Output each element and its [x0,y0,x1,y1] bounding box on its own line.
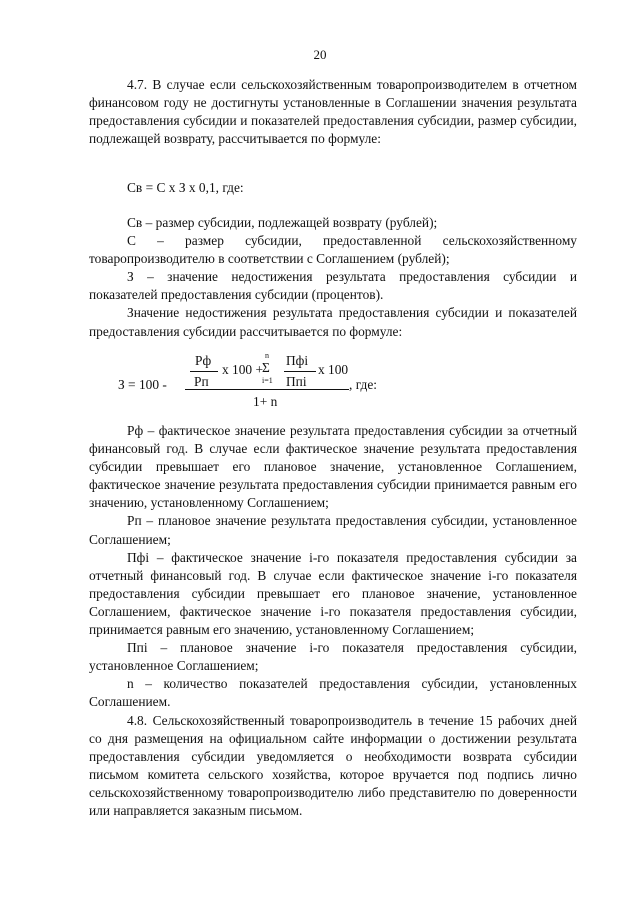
formula-ppi: Ппi [286,374,307,389]
formula-x100: х 100 [318,362,349,377]
definition-ppi: Ппi – плановое значение i-го показателя предоставления субсидии, установленное Соглашением; [89,640,577,674]
definition-c: С – размер субсидии, предоставленной сельскохозяйственному товаропроизводителю в соответствии с Соглашением (рублей); [89,233,577,267]
definition-rf: Рф – фактическое значение результата предоставления субсидии за отчетный финансовый год. В случае если фактическое значение результата предоставления субсидии превышает его плановое значение, установленное Соглашением, фактическое значение результата предоставления субсидии принимается равным его значению, установленному Соглашением; [89,423,577,511]
definition-rp: Рп – плановое значение результата предоставления субсидии, установленное Соглашением; [89,513,577,547]
formula-refund: Св = С х З х 0,1, где: [127,180,244,195]
sigma-lower-limit: i=1 [262,376,273,385]
fraction-line-pfi-ppi [284,371,316,372]
paragraph-4-8: 4.8. Сельскохозяйственный товаропроизводитель в течение 15 рабочих дней со дня размещения на официальном сайте информации о достижении результата предоставления субсидии уведомляется о необходимости возврата субсидии письмом комитета сельского хозяйства, которое вручается под подпись лично сельскохозяйственному товаропроизводителю либо представителю по доверенности или направляется заказным письмом. [89,712,577,818]
formula-gde: , где: [349,377,377,392]
definition-n: n – количество показателей предоставления субсидии, установленных Соглашением. [89,676,577,710]
sigma-symbol: Σ [262,360,270,375]
formula-rf: Рф [195,353,212,368]
definition-z: З – значение недостижения результата предоставления субсидии и показателей предоставления субсидии (процентов). [89,269,577,303]
formula-lhs: З = 100 - [118,377,167,392]
definitions-block-1 [89,214,577,341]
fraction-line-rf-rp [190,371,218,372]
formula-rp: Рп [194,374,209,389]
page-number: 20 [313,47,327,62]
formula-denominator: 1+ n [253,394,278,409]
definition-pfi: Пфi – фактическое значение i-го показателя предоставления субсидии за отчетный финансовый год. В случае если фактическое значение i-го показателя предоставления субсидии превышает его плановое значение, установленное Соглашением, фактическое значение i-го показателя предоставления субсидии, принимается равным его значению, установленному Соглашением; [89,549,577,638]
definition-sv: Св – размер субсидии, подлежащей возврату (рублей); [127,215,438,230]
main-fraction-line [185,389,349,390]
sigma-upper-limit: n [265,351,269,360]
paragraph-znachenie: Значение недостижения результата предоставления субсидии и показателей предоставления субсидии рассчитывается по формуле: [89,305,577,339]
formula-pfi: Пфi [286,353,309,368]
formula-x100-plus: х 100 + [222,362,264,377]
paragraph-4-7: 4.7. В случае если сельскохозяйственным товаропроизводителем в отчетном финансовом году не достигнуты установленные в Соглашении значения результата предоставления субсидии и показателей предоставления субсидии, размер субсидии, подлежащей возврату, рассчитывается по формуле: [89,77,577,147]
definitions-block-2 [89,422,577,820]
paragraph-4-7-block [89,76,577,148]
